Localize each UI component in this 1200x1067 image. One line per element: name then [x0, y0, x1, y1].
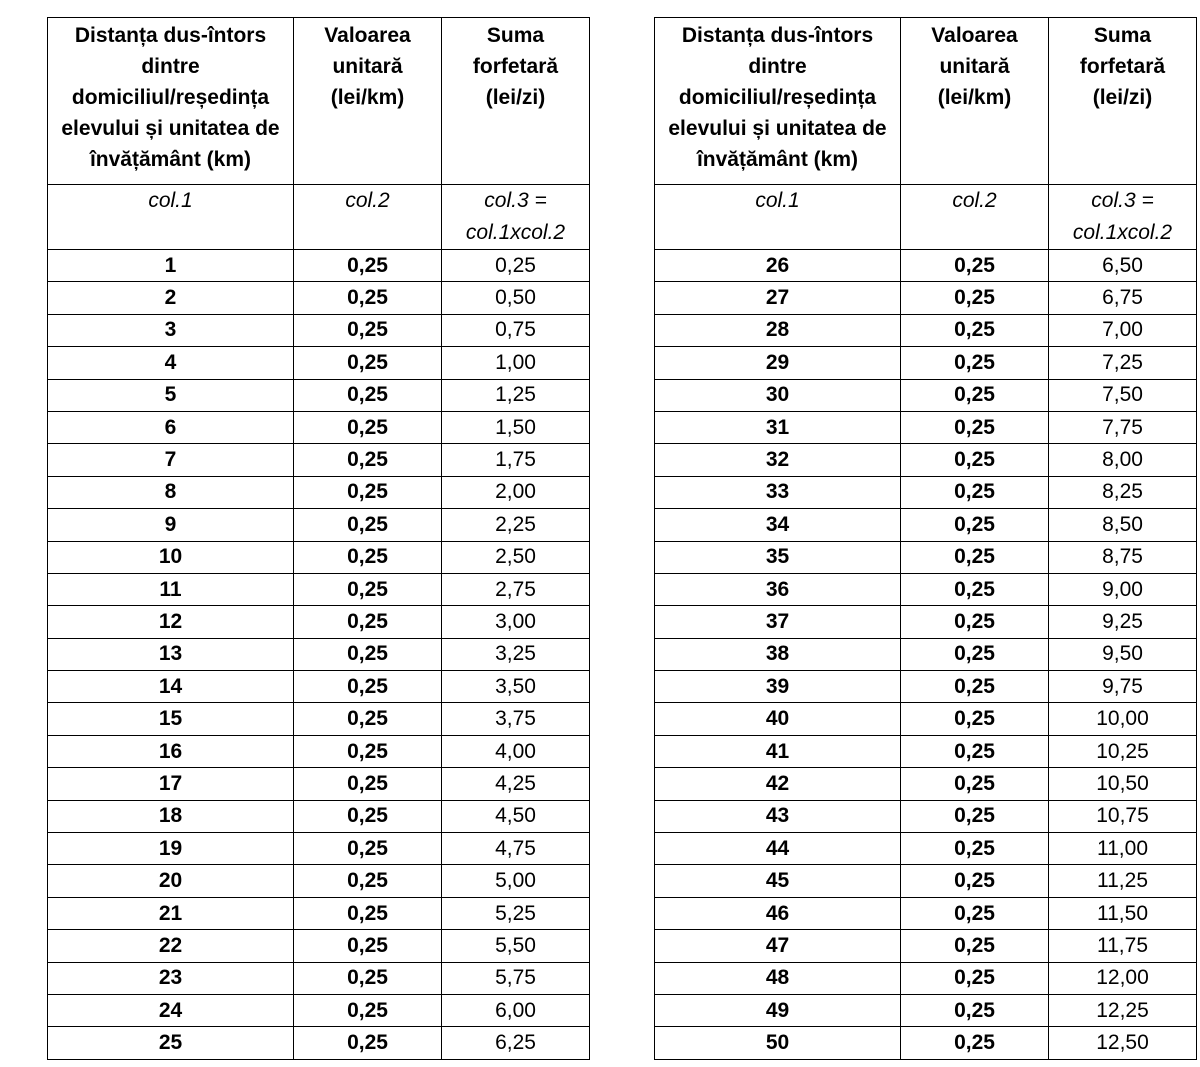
column-number-2: col.2 — [901, 185, 1049, 250]
lump-sum-cell: 0,75 — [442, 314, 590, 346]
lump-sum-cell: 1,25 — [442, 379, 590, 411]
lump-sum-cell: 5,00 — [442, 865, 590, 897]
table-row — [48, 250, 590, 282]
unit-value-cell: 0,25 — [294, 282, 442, 314]
lump-sum-cell: 3,25 — [442, 638, 590, 670]
unit-value-cell: 0,25 — [901, 800, 1049, 832]
unit-value-cell: 0,25 — [294, 1027, 442, 1059]
unit-value-cell: 0,25 — [901, 994, 1049, 1026]
lump-sum-cell: 5,75 — [442, 962, 590, 994]
unit-value-cell: 0,25 — [294, 768, 442, 800]
table-row — [48, 800, 590, 832]
table-row — [48, 541, 590, 573]
lump-sum-cell: 10,00 — [1049, 703, 1197, 735]
unit-value-cell: 0,25 — [901, 833, 1049, 865]
distance-cell: 10 — [48, 541, 294, 573]
lump-sum-cell: 4,00 — [442, 735, 590, 767]
unit-value-cell: 0,25 — [294, 476, 442, 508]
distance-cell: 45 — [655, 865, 901, 897]
table-row — [655, 282, 1197, 314]
lump-sum-cell: 7,25 — [1049, 347, 1197, 379]
column-number-1: col.1 — [655, 185, 901, 250]
table-row — [655, 379, 1197, 411]
table-row — [655, 476, 1197, 508]
unit-value-cell: 0,25 — [294, 735, 442, 767]
header-unit-value: Valoarea unitară (lei/km) — [294, 18, 442, 185]
header-lump-sum: Suma forfetară (lei/zi) — [1049, 18, 1197, 185]
column-number-row — [48, 185, 590, 250]
distance-cell: 1 — [48, 250, 294, 282]
lump-sum-cell: 1,75 — [442, 444, 590, 476]
table-row — [48, 638, 590, 670]
lump-sum-cell: 3,00 — [442, 606, 590, 638]
table-row — [48, 897, 590, 929]
lump-sum-cell: 9,00 — [1049, 573, 1197, 605]
distance-cell: 18 — [48, 800, 294, 832]
unit-value-cell: 0,25 — [294, 541, 442, 573]
lump-sum-cell: 7,00 — [1049, 314, 1197, 346]
table-row — [655, 930, 1197, 962]
distance-cell: 13 — [48, 638, 294, 670]
unit-value-cell: 0,25 — [901, 573, 1049, 605]
distance-cell: 22 — [48, 930, 294, 962]
distance-cell: 48 — [655, 962, 901, 994]
distance-cell: 39 — [655, 671, 901, 703]
unit-value-cell: 0,25 — [901, 250, 1049, 282]
lump-sum-cell: 7,75 — [1049, 411, 1197, 443]
lump-sum-cell: 11,75 — [1049, 930, 1197, 962]
distance-table-left — [47, 17, 590, 1060]
lump-sum-cell: 10,25 — [1049, 735, 1197, 767]
distance-cell: 35 — [655, 541, 901, 573]
distance-cell: 36 — [655, 573, 901, 605]
distance-cell: 3 — [48, 314, 294, 346]
distance-cell: 11 — [48, 573, 294, 605]
unit-value-cell: 0,25 — [901, 930, 1049, 962]
table-row — [48, 314, 590, 346]
unit-value-cell: 0,25 — [294, 833, 442, 865]
lump-sum-cell: 12,50 — [1049, 1027, 1197, 1059]
lump-sum-cell: 12,25 — [1049, 994, 1197, 1026]
table-row — [48, 509, 590, 541]
table-row — [48, 282, 590, 314]
column-number-row — [655, 185, 1197, 250]
distance-cell: 14 — [48, 671, 294, 703]
unit-value-cell: 0,25 — [294, 444, 442, 476]
table-row — [48, 962, 590, 994]
table-row — [48, 930, 590, 962]
distance-cell: 21 — [48, 897, 294, 929]
unit-value-cell: 0,25 — [294, 573, 442, 605]
distance-cell: 26 — [655, 250, 901, 282]
table-row — [655, 250, 1197, 282]
unit-value-cell: 0,25 — [901, 379, 1049, 411]
table-row — [48, 671, 590, 703]
table-row — [655, 994, 1197, 1026]
table-row — [48, 768, 590, 800]
table-row — [655, 865, 1197, 897]
unit-value-cell: 0,25 — [901, 476, 1049, 508]
table-row — [48, 703, 590, 735]
lump-sum-cell: 9,75 — [1049, 671, 1197, 703]
unit-value-cell: 0,25 — [901, 671, 1049, 703]
distance-cell: 15 — [48, 703, 294, 735]
header-distance: Distanța dus-întors dintre domiciliul/reședința elevului și unitatea de învățământ (km) — [48, 18, 294, 185]
table-row — [48, 573, 590, 605]
distance-cell: 6 — [48, 411, 294, 443]
lump-sum-cell: 2,00 — [442, 476, 590, 508]
lump-sum-cell: 8,00 — [1049, 444, 1197, 476]
distance-cell: 5 — [48, 379, 294, 411]
table-row — [655, 411, 1197, 443]
unit-value-cell: 0,25 — [294, 800, 442, 832]
lump-sum-cell: 11,25 — [1049, 865, 1197, 897]
unit-value-cell: 0,25 — [294, 411, 442, 443]
distance-cell: 42 — [655, 768, 901, 800]
table-row — [48, 735, 590, 767]
lump-sum-cell: 7,50 — [1049, 379, 1197, 411]
unit-value-cell: 0,25 — [294, 930, 442, 962]
unit-value-cell: 0,25 — [294, 865, 442, 897]
table-row — [48, 347, 590, 379]
table-row — [655, 347, 1197, 379]
unit-value-cell: 0,25 — [901, 865, 1049, 897]
distance-cell: 50 — [655, 1027, 901, 1059]
distance-cell: 34 — [655, 509, 901, 541]
lump-sum-cell: 10,50 — [1049, 768, 1197, 800]
header-unit-value: Valoarea unitară (lei/km) — [901, 18, 1049, 185]
table-row — [48, 606, 590, 638]
distance-cell: 27 — [655, 282, 901, 314]
column-number-2: col.2 — [294, 185, 442, 250]
lump-sum-cell: 4,75 — [442, 833, 590, 865]
lump-sum-cell: 8,25 — [1049, 476, 1197, 508]
unit-value-cell: 0,25 — [901, 703, 1049, 735]
unit-value-cell: 0,25 — [901, 1027, 1049, 1059]
table-row — [48, 476, 590, 508]
column-number-1: col.1 — [48, 185, 294, 250]
distance-cell: 43 — [655, 800, 901, 832]
unit-value-cell: 0,25 — [901, 962, 1049, 994]
distance-cell: 8 — [48, 476, 294, 508]
table-row — [655, 800, 1197, 832]
header-distance: Distanța dus-întors dintre domiciliul/reședința elevului și unitatea de învățământ (km) — [655, 18, 901, 185]
distance-cell: 32 — [655, 444, 901, 476]
distance-cell: 31 — [655, 411, 901, 443]
lump-sum-cell: 9,50 — [1049, 638, 1197, 670]
distance-cell: 25 — [48, 1027, 294, 1059]
distance-cell: 20 — [48, 865, 294, 897]
lump-sum-cell: 5,50 — [442, 930, 590, 962]
lump-sum-cell: 3,75 — [442, 703, 590, 735]
table-row — [48, 833, 590, 865]
unit-value-cell: 0,25 — [294, 671, 442, 703]
lump-sum-cell: 5,25 — [442, 897, 590, 929]
header-row — [48, 18, 590, 185]
table-row — [655, 606, 1197, 638]
unit-value-cell: 0,25 — [294, 703, 442, 735]
table-row — [655, 897, 1197, 929]
unit-value-cell: 0,25 — [294, 314, 442, 346]
distance-cell: 47 — [655, 930, 901, 962]
distance-cell: 9 — [48, 509, 294, 541]
lump-sum-cell: 6,75 — [1049, 282, 1197, 314]
lump-sum-cell: 0,25 — [442, 250, 590, 282]
lump-sum-cell: 2,50 — [442, 541, 590, 573]
table-row — [48, 444, 590, 476]
distance-cell: 40 — [655, 703, 901, 735]
unit-value-cell: 0,25 — [294, 250, 442, 282]
table-row — [655, 541, 1197, 573]
table-row — [48, 994, 590, 1026]
lump-sum-cell: 8,75 — [1049, 541, 1197, 573]
unit-value-cell: 0,25 — [294, 994, 442, 1026]
distance-cell: 37 — [655, 606, 901, 638]
lump-sum-cell: 6,25 — [442, 1027, 590, 1059]
unit-value-cell: 0,25 — [901, 638, 1049, 670]
table-row — [48, 379, 590, 411]
distance-cell: 2 — [48, 282, 294, 314]
table-row — [655, 314, 1197, 346]
table-row — [655, 833, 1197, 865]
column-number-3: col.3 = col.1xcol.2 — [1049, 185, 1197, 250]
lump-sum-cell: 6,50 — [1049, 250, 1197, 282]
distance-cell: 17 — [48, 768, 294, 800]
table-row — [655, 962, 1197, 994]
distance-cell: 41 — [655, 735, 901, 767]
unit-value-cell: 0,25 — [901, 347, 1049, 379]
lump-sum-cell: 0,50 — [442, 282, 590, 314]
header-row — [655, 18, 1197, 185]
lump-sum-cell: 8,50 — [1049, 509, 1197, 541]
distance-cell: 44 — [655, 833, 901, 865]
table-row — [655, 671, 1197, 703]
unit-value-cell: 0,25 — [901, 768, 1049, 800]
table-row — [655, 735, 1197, 767]
unit-value-cell: 0,25 — [901, 606, 1049, 638]
distance-cell: 29 — [655, 347, 901, 379]
distance-cell: 24 — [48, 994, 294, 1026]
column-number-3: col.3 = col.1xcol.2 — [442, 185, 590, 250]
lump-sum-cell: 2,75 — [442, 573, 590, 605]
lump-sum-cell: 2,25 — [442, 509, 590, 541]
table-row — [48, 865, 590, 897]
distance-cell: 16 — [48, 735, 294, 767]
distance-cell: 4 — [48, 347, 294, 379]
header-lump-sum: Suma forfetară (lei/zi) — [442, 18, 590, 185]
table-row — [48, 411, 590, 443]
distance-cell: 19 — [48, 833, 294, 865]
unit-value-cell: 0,25 — [294, 509, 442, 541]
unit-value-cell: 0,25 — [901, 735, 1049, 767]
unit-value-cell: 0,25 — [901, 509, 1049, 541]
distance-cell: 30 — [655, 379, 901, 411]
lump-sum-cell: 3,50 — [442, 671, 590, 703]
unit-value-cell: 0,25 — [294, 638, 442, 670]
table-row — [655, 573, 1197, 605]
lump-sum-cell: 12,00 — [1049, 962, 1197, 994]
distance-cell: 46 — [655, 897, 901, 929]
unit-value-cell: 0,25 — [294, 347, 442, 379]
lump-sum-cell: 11,00 — [1049, 833, 1197, 865]
unit-value-cell: 0,25 — [901, 411, 1049, 443]
lump-sum-cell: 9,25 — [1049, 606, 1197, 638]
unit-value-cell: 0,25 — [901, 897, 1049, 929]
unit-value-cell: 0,25 — [294, 962, 442, 994]
unit-value-cell: 0,25 — [294, 606, 442, 638]
lump-sum-cell: 4,50 — [442, 800, 590, 832]
distance-cell: 38 — [655, 638, 901, 670]
distance-cell: 23 — [48, 962, 294, 994]
distance-cell: 49 — [655, 994, 901, 1026]
table-row — [655, 638, 1197, 670]
table-row — [655, 1027, 1197, 1059]
unit-value-cell: 0,25 — [901, 314, 1049, 346]
unit-value-cell: 0,25 — [901, 282, 1049, 314]
distance-table-right — [654, 17, 1197, 1060]
unit-value-cell: 0,25 — [901, 541, 1049, 573]
lump-sum-cell: 4,25 — [442, 768, 590, 800]
table-row — [655, 768, 1197, 800]
distance-cell: 7 — [48, 444, 294, 476]
lump-sum-cell: 1,50 — [442, 411, 590, 443]
table-row — [48, 1027, 590, 1059]
distance-cell: 33 — [655, 476, 901, 508]
unit-value-cell: 0,25 — [294, 379, 442, 411]
lump-sum-cell: 10,75 — [1049, 800, 1197, 832]
table-row — [655, 444, 1197, 476]
table-row — [655, 509, 1197, 541]
distance-cell: 28 — [655, 314, 901, 346]
lump-sum-cell: 11,50 — [1049, 897, 1197, 929]
lump-sum-cell: 6,00 — [442, 994, 590, 1026]
unit-value-cell: 0,25 — [294, 897, 442, 929]
table-row — [655, 703, 1197, 735]
lump-sum-cell: 1,00 — [442, 347, 590, 379]
distance-cell: 12 — [48, 606, 294, 638]
unit-value-cell: 0,25 — [901, 444, 1049, 476]
